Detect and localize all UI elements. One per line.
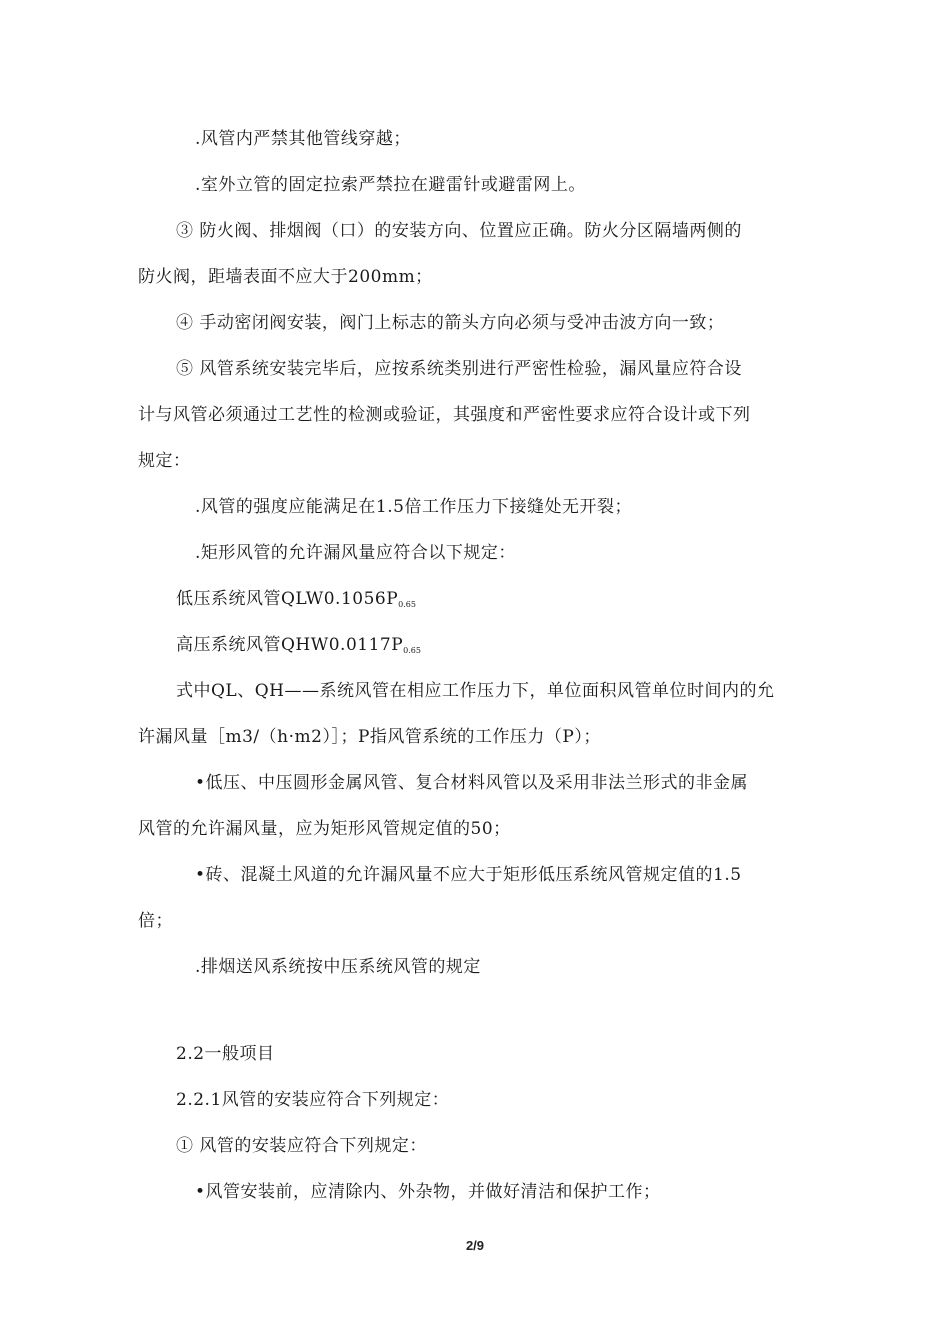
formula-line <box>176 588 416 616</box>
text-line: .矩形风管的允许漏风量应符合以下规定： <box>195 543 516 563</box>
text-line: .风管的强度应能满足在1.5倍工作压力下接缝处无开裂； <box>195 497 632 517</box>
text-line: .风管内严禁其他管线穿越； <box>195 129 411 149</box>
section-heading: 2.2一般项目 <box>176 1044 275 1064</box>
text-line: ① 风管的安装应符合下列规定： <box>176 1136 427 1156</box>
text-line: 风管的允许漏风量，应为矩形风管规定值的50； <box>138 819 511 839</box>
text-line: •风管安装前，应清除内、外杂物，并做好清洁和保护工作； <box>195 1182 661 1202</box>
text-line: ④ 手动密闭阀安装，阀门上标志的箭头方向必须与受冲击波方向一致； <box>176 313 725 333</box>
formula-exponent: 0.65 <box>398 600 416 609</box>
subsection-heading: 2.2.1风管的安装应符合下列规定： <box>176 1090 450 1110</box>
text-line: •低压、中压圆形金属风管、复合材料风管以及采用非法兰形式的非金属 <box>195 773 749 793</box>
text-line: ⑤ 风管系统安装完毕后，应按系统类别进行严密性检验，漏风量应符合设 <box>176 359 742 379</box>
text-line: ③ 防火阀、排烟阀（口）的安装方向、位置应正确。防火分区隔墙两侧的 <box>176 221 742 241</box>
text-line: 倍； <box>138 911 173 931</box>
formula-text: 低压系统风管QLW0.1056P <box>176 589 399 609</box>
text-line: 防火阀，距墙表面不应大于200mm； <box>138 267 433 287</box>
text-line: .室外立管的固定拉索严禁拉在避雷针或避雷网上。 <box>195 175 586 195</box>
formula-line <box>176 634 421 662</box>
text-line: .排烟送风系统按中压系统风管的规定 <box>195 957 481 977</box>
text-line: 式中QL、QH——系统风管在相应工作压力下，单位面积风管单位时间内的允 <box>176 681 775 701</box>
text-line: 规定： <box>138 451 191 471</box>
text-line: 许漏风量［m3/（h·m2）］；P指风管系统的工作压力（P）； <box>138 727 601 747</box>
text-line: •砖、混凝土风道的允许漏风量不应大于矩形低压系统风管规定值的1.5 <box>195 865 742 885</box>
page-number: 2/9 <box>465 1238 485 1253</box>
formula-text: 高压系统风管QHW0.0117P <box>176 635 404 655</box>
text-line: 计与风管必须通过工艺性的检测或验证，其强度和严密性要求应符合设计或下列 <box>138 405 751 425</box>
formula-exponent: 0.65 <box>403 646 421 655</box>
